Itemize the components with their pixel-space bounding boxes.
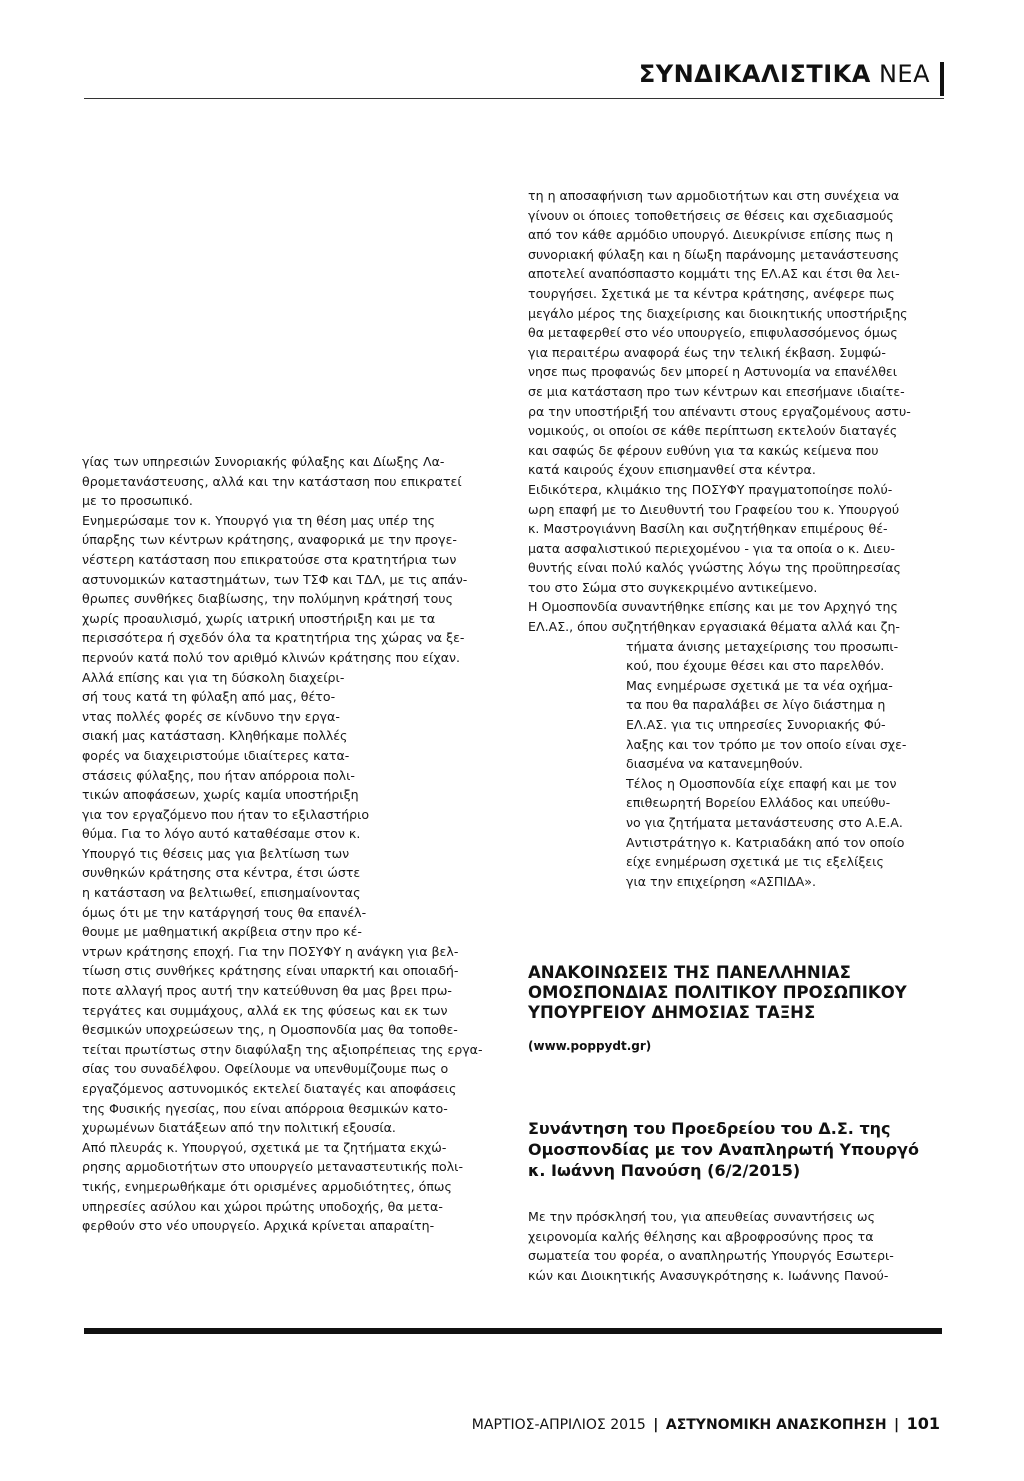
announcement-heading-line: ΟΜΟΣΠΟΝΔΙΑΣ ΠΟΛΙΤΙΚΟΥ ΠΡΟΣΩΠΙΚΟΥ	[528, 983, 907, 1002]
text-line: από τον κάθε αρμόδιο υπουργό. Διευκρίνισε επίσης πως η	[528, 227, 894, 243]
header-rule	[84, 98, 944, 99]
text-line: τείται πρωτίστως στην διαφύλαξη της αξιοπρέπειας της εργα-	[82, 1041, 483, 1057]
text-line: θα μεταφερθεί στο νέο υπουργείο, επιφυλασσόμενος όμως	[528, 325, 898, 341]
text-line: με το προσωπικό.	[82, 493, 193, 509]
text-line: για περαιτέρω αναφορά έως την τελική έκβαση. Συμφώ-	[528, 344, 886, 360]
text-line: Υπουργό τις θέσεις μας για βελτίωση των	[82, 845, 350, 861]
text-line: θεσμικών υποχρεώσεων της, η Ομοσπονδία μας θα τοποθε-	[82, 1022, 458, 1038]
text-line: περνούν κατά πολύ τον αριθμό κλινών κράτησης που είχαν.	[82, 649, 461, 665]
footer-issue: ΜΑΡΤΙΟΣ-ΑΠΡΙΛΙΟΣ 2015	[471, 1417, 646, 1433]
text-line: φερθούν στο νέο υπουργείο. Αρχικά κρίνεται απαραίτη-	[82, 1218, 435, 1234]
announcement-body-line: κών και Διοικητικής Ανασυγκρότησης κ. Ιωάννης Πανού-	[528, 1267, 889, 1283]
footer-separator: |	[894, 1417, 900, 1433]
text-line: σίας του συναδέλφου. Οφείλουμε να υπενθυμίζουμε πως ο	[82, 1061, 449, 1077]
text-line: γίας των υπηρεσιών Συνοριακής φύλαξης και Δίωξης Λα-	[82, 454, 445, 469]
page-footer	[472, 1414, 940, 1433]
text-line: ρα την υποστήριξή του απέναντι στους εργαζομένους αστυ-	[528, 403, 911, 419]
text-line: Τέλος η Ομοσπονδία είχε επαφή και με τον	[626, 775, 897, 791]
text-line: νο για ζητήματα μετανάστευσης στο Α.Ε.Α.	[626, 815, 903, 830]
text-line: τεργάτες και συμμάχους, αλλά εκ της φύσεως και εκ των	[82, 1002, 448, 1018]
announcement-body-line: σωματεία του φορέα, ο αναπληρωτής Υπουργός Εσωτερι-	[528, 1248, 894, 1264]
title-bar-divider	[940, 62, 944, 96]
text-line: ντρων κράτησης εποχή. Για την ΠΟΣΥΦΥ η ανάγκη για βελ-	[82, 943, 459, 959]
text-line: λαξης και τον τρόπο με τον οποίο είναι σχε-	[626, 736, 907, 752]
announcement-body-line: Με την πρόσκλησή του, για απευθείας συναντήσεις ως	[528, 1209, 875, 1224]
text-line: Από πλευράς κ. Υπουργού, σχετικά με τα ζητήματα εκχώ-	[82, 1139, 447, 1155]
text-line: μεγάλο μέρος της διαχείρισης και διοικητικής υποστήριξης	[528, 305, 908, 321]
text-line: συνοριακή φύλαξη και η δίωξη παράνομης μετανάστευσης	[528, 246, 900, 262]
text-line: του στο Σώμα στο συγκεκριμένο αντικείμενο.	[528, 579, 818, 595]
announcement-heading-line: ΑΝΑΚΟΙΝΩΣΕΙΣ ΤΗΣ ΠΑΝΕΛΛΗΝΙΑΣ	[528, 963, 851, 982]
text-line: επιθεωρητή Βορείου Ελλάδος και υπεύθυ-	[626, 795, 891, 811]
text-line: εργαζόμενος αστυνομικός εκτελεί διαταγές και αποφάσεις	[82, 1081, 457, 1096]
text-line: η κατάσταση να βελτιωθεί, επισημαίνοντας	[82, 885, 361, 901]
text-line: ΕΛ.ΑΣ. για τις υπηρεσίες Συνοριακής Φύ-	[626, 717, 886, 733]
text-line: τη η αποσαφήνιση των αρμοδιοτήτων και στη συνέχεια να	[528, 188, 900, 203]
text-line: αστυνομικών καταστημάτων, των ΤΣΦ και ΤΔΛ, με τις απάν-	[82, 571, 468, 587]
text-line: ντας πολλές φορές σε κίνδυνο την εργα-	[82, 708, 340, 724]
text-line: Μας ενημέρωσε σχετικά με τα νέα οχήμα-	[626, 677, 893, 693]
text-line: σή τους κατά τη φύλαξη από μας, θέτο-	[82, 689, 336, 705]
text-line: Η Ομοσπονδία συναντήθηκε επίσης και με τον Αρχηγό της	[528, 599, 898, 615]
text-line: θρωπες συνθήκες διαβίωσης, την πολύμηνη κράτησή τους	[82, 591, 453, 607]
text-line: και σαφώς δε φέρουν ευθύνη για τα κακώς κείμενα που	[528, 442, 879, 458]
text-line: νέστερη κατάσταση που επικρατούσε στα κρατητήρια των	[82, 551, 457, 567]
text-line: ποτε αλλαγή προς αυτή την κατεύθυνση θα μας βρει πρω-	[82, 983, 452, 999]
text-line: για τον εργαζόμενο που ήταν το εξιλαστήριο	[82, 806, 370, 822]
text-line: θουμε με μαθηματική ακρίβεια στην προ κέ-	[82, 924, 362, 940]
text-line: ρησης αρμοδιοτήτων στο υπουργείο μεταναστευτικής πολι-	[82, 1159, 463, 1175]
text-line: τικής, ενημερωθήκαμε ότι ορισμένες αρμοδιότητες, όπως	[82, 1178, 452, 1194]
text-line: κατά καιρούς έχουν επισημανθεί στα κέντρα.	[528, 462, 816, 478]
text-line: αποτελεί αναπόσπαστο κομμάτι της ΕΛ.ΑΣ και έτσι θα λει-	[528, 266, 900, 282]
text-line: χωρίς προαυλισμό, χωρίς ιατρική υποστήριξη και με τα	[82, 610, 436, 626]
text-line: γίνουν οι όποιες τοποθετήσεις σε θέσεις και σχεδιασμούς	[528, 207, 894, 223]
left-column-text	[82, 452, 492, 1236]
text-line: τα που θα παραλάβει σε λίγο διάστημα η	[626, 697, 886, 713]
text-line: κ. Μαστρογιάννη Βασίλη και συζητήθηκαν επιμέρους θέ-	[528, 521, 888, 537]
text-line: σιακή μας κατάσταση. Κληθήκαμε πολλές	[82, 728, 348, 744]
text-line: διασμένα να κατανεμηθούν.	[626, 756, 803, 772]
text-line: συνθηκών κράτησης στα κέντρα, έτσι ώστε	[82, 865, 361, 881]
meeting-title-line: Ομοσπονδίας με τον Αναπληρωτή Υπουργό	[528, 1140, 919, 1159]
footer-magazine: ΑΣΤΥΝΟΜΙΚΗ ΑΝΑΣΚΟΠΗΣΗ	[665, 1417, 887, 1433]
text-line: για την επιχείρηση «ΑΣΠΙΔΑ».	[626, 873, 816, 889]
text-line: θύμα. Για το λόγο αυτό καταθέσαμε στον κ.	[82, 826, 361, 842]
text-line: Αλλά επίσης και για τη δύσκολη διαχείρι-	[82, 669, 345, 685]
text-line: της Φυσικής ηγεσίας, που είναι απόρροια θεσμικών κατο-	[82, 1100, 448, 1116]
text-line: τίωση στις συνθήκες κράτησης είναι υπαρκτή και οποιαδή-	[82, 963, 459, 979]
text-line: ματα ασφαλιστικού περιεχομένου - για τα οποία ο κ. Διευ-	[528, 540, 895, 556]
meeting-title-line: Συνάντηση του Προεδρείου του Δ.Σ. της	[528, 1119, 891, 1138]
page-number: 101	[906, 1414, 940, 1433]
text-line: τήματα άνισης μεταχείρισης του προσωπι-	[626, 638, 899, 654]
announcement-body-line: χειρονομία καλής θέλησης και αβροφροσύνης προς τα	[528, 1228, 874, 1244]
announcement-heading	[528, 963, 907, 1023]
announcement-heading-line: ΥΠΟΥΡΓΕΙΟΥ ΔΗΜΟΣΙΑΣ ΤΑΞΗΣ	[528, 1003, 816, 1022]
text-line: όμως ότι με την κατάργησή τους θα επανέλ-	[82, 904, 367, 920]
meeting-title-line: κ. Ιωάννη Πανούση (6/2/2015)	[528, 1161, 801, 1180]
text-line: υπηρεσίες ασύλου και χώροι πρώτης υποδοχής, θα μετα-	[82, 1198, 443, 1214]
text-line: περισσότερα ή σχεδόν όλα τα κρατητήρια της χώρας να ξε-	[82, 630, 465, 646]
text-line: θρομετανάστευσης, αλλά και την κατάσταση που επικρατεί	[82, 473, 462, 489]
text-line: Ειδικότερα, κλιμάκιο της ΠΟΣΥΦΥ πραγματοποίησε πολύ-	[528, 481, 893, 497]
text-line: είχε ενημέρωση σχετικά με τις εξελίξεις	[626, 854, 884, 870]
text-line: ωρη επαφή με το Διευθυντή του Γραφείου του κ. Υπουργού	[528, 501, 900, 517]
meeting-title	[528, 1118, 919, 1181]
section-title-light: ΝΕΑ	[878, 60, 930, 88]
announcement-body	[528, 1207, 928, 1285]
text-line: ύπαρξης των κέντρων κράτησης, αναφορικά με την προγε-	[82, 532, 457, 548]
text-line: τουργήσει. Σχετικά με τα κέντρα κράτησης, ανέφερε πως	[528, 285, 895, 301]
text-line: στάσεις φύλαξης, που ήταν απόρροια πολι-	[82, 767, 355, 783]
bottom-rule	[84, 1328, 942, 1334]
text-line: ΕΛ.ΑΣ., όπου συζητήθηκαν εργασιακά θέματα αλλά και ζη-	[528, 619, 900, 635]
section-title	[639, 60, 930, 88]
text-line: νομικούς, οι οποίοι σε κάθε περίπτωση εκτελούν διαταγές	[528, 423, 898, 439]
text-line: σε μια κατάσταση προ των κέντρων και επεσήμανε ιδιαίτε-	[528, 383, 905, 399]
text-line: κού, που έχουμε θέσει και στο παρελθόν.	[626, 658, 885, 674]
text-line: Ενημερώσαμε τον κ. Υπουργό για τη θέση μας υπέρ της	[82, 512, 436, 528]
text-line: φορές να διαχειριστούμε ιδιαίτερες κατα-	[82, 747, 350, 763]
text-line: νησε πως προφανώς δεν μπορεί η Αστυνομία να επανέλθει	[528, 364, 897, 380]
announcement-website: (www.poppydt.gr)	[528, 1039, 652, 1053]
text-line: θυντής είναι πολύ καλός γνώστης λόγω της προϋπηρεσίας	[528, 560, 901, 576]
section-title-strong: ΣΥΝΔΙΚΑΛΙΣΤΙΚΑ	[638, 60, 871, 88]
text-line: χυρωμένων διατάξεων από την πολιτική εξουσία.	[82, 1120, 396, 1136]
text-line: Αντιστράτηγο κ. Κατριαδάκη από τον οποίο	[626, 834, 905, 850]
right-column-text	[528, 186, 928, 891]
footer-separator: |	[653, 1417, 659, 1433]
text-line: τικών αποφάσεων, χωρίς καμία υποστήριξη	[82, 787, 359, 803]
